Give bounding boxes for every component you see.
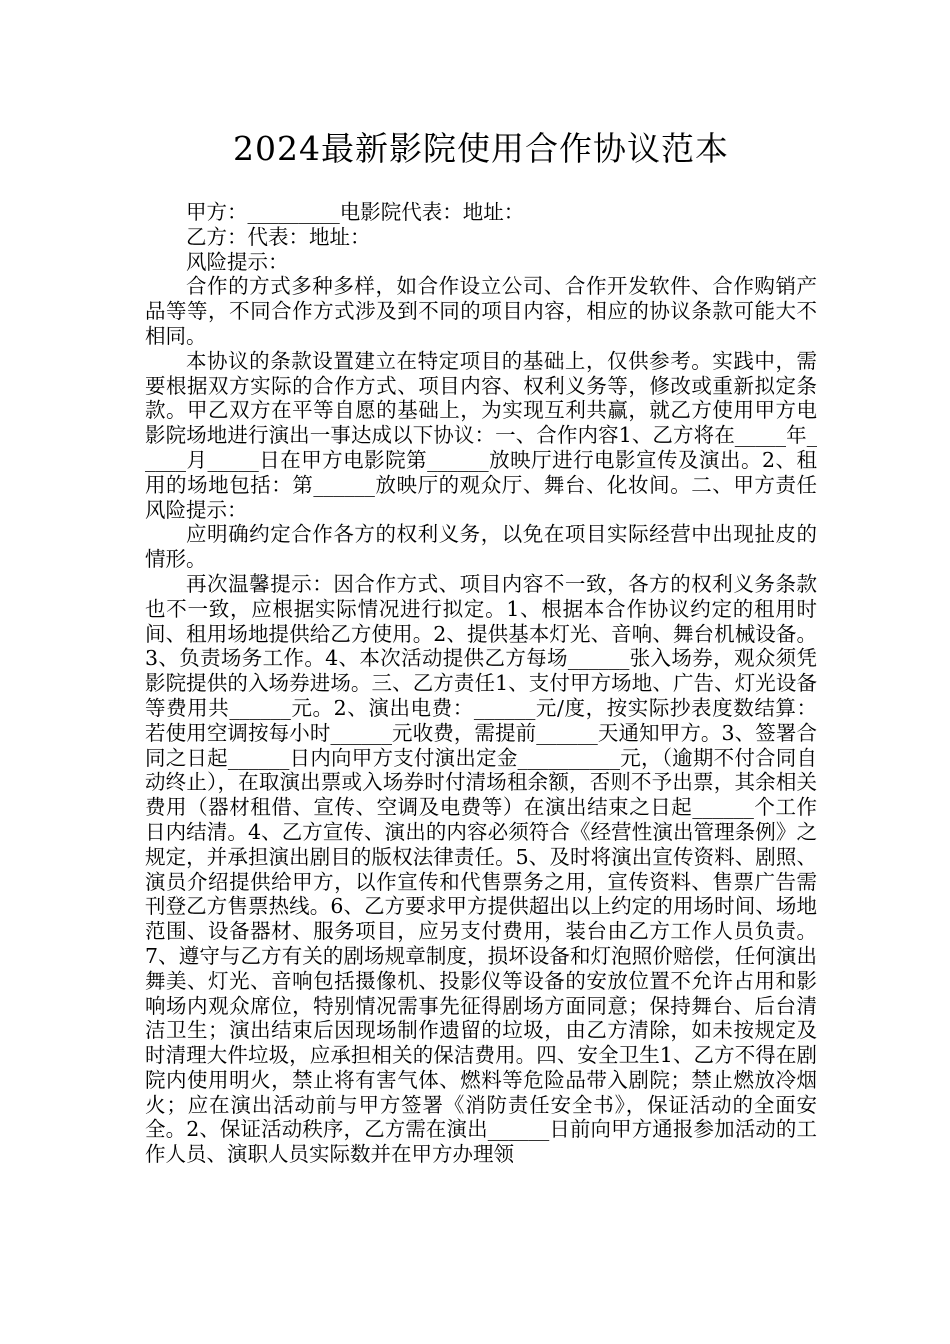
risk-notice-heading: 风险提示： [186, 249, 289, 274]
party-a-line: 甲方：_________电影院代表：地址： [186, 200, 525, 224]
paragraph-rights-obligations: 应明确约定合作各方的权利义务，以免在项目实际经营中出现扯皮的情形。 [145, 522, 817, 572]
paragraph-agreement-terms: 本协议的条款设置建立在特定项目的基础上，仅供参考。实践中，需要根据双方实际的合作方式、项目内容、权利义务等，修改或重新拟定条款。甲乙双方在平等自愿的基础上，为实现互利共赢，就乙方使用甲方电影院场地进行演出一事达成以下协议：一、合作内容1、乙方将在_____年_____月_____日在甲方电影院第______放映厅进行电影宣传及演出。2、租用的场地包括：第______放映厅的观众厅、舞台、化妆间。二、甲方责任风险提示： [145, 348, 817, 522]
document-body [145, 200, 817, 1167]
paragraph-cooperation-methods: 合作的方式多种多样，如合作设立公司、合作开发软件、合作购销产品等等，不同合作方式涉及到不同的项目内容，相应的协议条款可能大不相同。 [145, 274, 817, 348]
party-b-line: 乙方：代表：地址： [186, 224, 371, 249]
paragraph-responsibilities: 再次温馨提示：因合作方式、项目内容不一致，各方的权利义务条款也不一致，应根据实际情况进行拟定。1、根据本合作协议约定的租用时间、租用场地提供给乙方使用。2、提供基本灯光、音响、舞台机械设备。3、负责场务工作。4、本次活动提供乙方每场______张入场券，观众须凭影院提供的入场券进场。三、乙方责任1、支付甲方场地、广告、灯光设备等费用共______元。2、演出电费：______元/度，按实际抄表度数结算：若使用空调按每小时______元收费，需提前______天通知甲方。3、签署合同之日起______日内向甲方支付演出定金__________元，（逾期不付合同自动终止），在取演出票或入场券时付清场租余额，否则不予出票，其余相关费用（器材租借、宣传、空调及电费等）在演出结束之日起______个工作日内结清。4、乙方宣传、演出的内容必须符合《经营性演出管理条例》之规定，并承担演出剧目的版权法律责任。5、及时将演出宣传资料、剧照、演员介绍提供给甲方，以作宣传和代售票务之用，宣传资料、售票广告需刊登乙方售票热线。6、乙方要求甲方提供超出以上约定的用场时间、场地范围、设备器材、服务项目，应另支付费用，装台由乙方工作人员负责。7、遵守与乙方有关的剧场规章制度，损坏设备和灯泡照价赔偿，任何演出舞美、灯光、音响包括摄像机、投影仪等设备的安放位置不允许占用和影响场内观众席位，特别情况需事先征得剧场方面同意；保持舞台、后台清洁卫生；演出结束后因现场制作遗留的垃圾，由乙方清除，如未按规定及时清理大件垃圾，应承担相关的保洁费用。四、安全卫生1、乙方不得在剧院内使用明火，禁止将有害气体、燃料等危险品带入剧院；禁止燃放冷烟火；应在演出活动前与甲方签署《消防责任安全书》，保证活动的全面安全。2、保证活动秩序，乙方需在演出______日前向甲方通报参加活动的工作人员、演职人员实际数并在甲方办理领 [145, 571, 817, 1167]
document-title: 2024最新影院使用合作协议范本 [233, 129, 729, 168]
document-page [145, 0, 817, 1167]
